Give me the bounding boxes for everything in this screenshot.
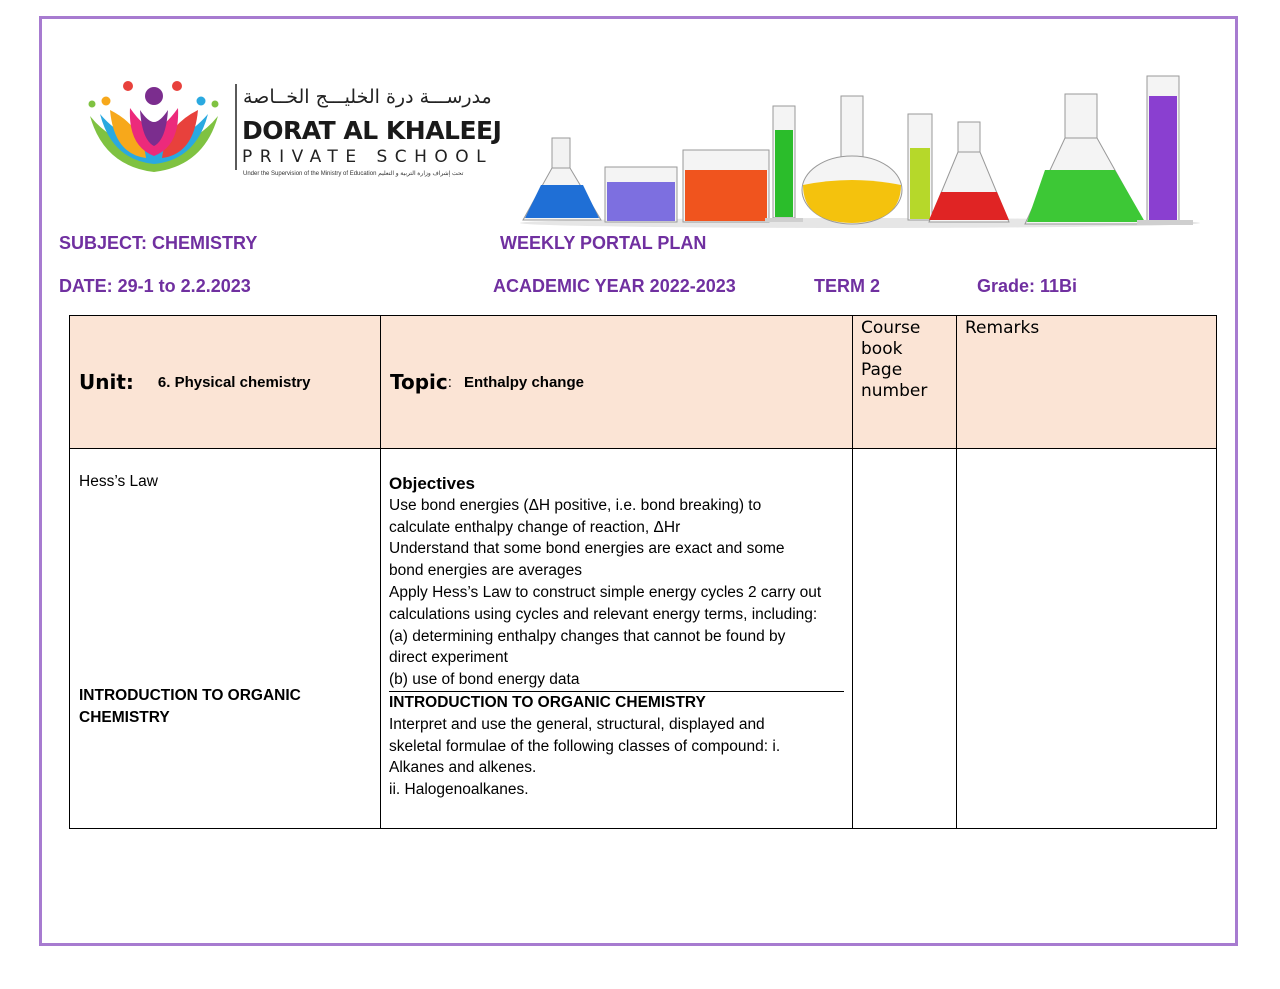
lesson-items-cell: [70, 449, 381, 829]
course-book-cell: [853, 449, 957, 829]
plan-title: WEEKLY PORTAL PLAN: [500, 233, 707, 253]
yellow-flask: [802, 96, 902, 224]
objective-line: (a) determining enthalpy changes that cannot be found by: [389, 627, 786, 645]
objectives-title: Objectives: [389, 474, 475, 493]
intro-line: skeletal formulae of the following classes of compound: i.: [389, 737, 781, 755]
school-name-arabic: مدرســـة درة الخليـــج الخــاصة: [243, 86, 492, 108]
intro-title: INTRODUCTION TO ORGANIC CHEMISTRY: [389, 693, 706, 711]
remarks-header: [957, 316, 1217, 449]
green-cylinder: [765, 106, 803, 222]
objective-line: calculate enthalpy change of reaction, ΔHr: [389, 518, 681, 536]
subject-label: SUBJECT: CHEMISTRY: [59, 233, 258, 253]
remarks-cell: [957, 449, 1217, 829]
objectives-cell: [381, 449, 853, 829]
academic-year-label: ACADEMIC YEAR 2022-2023: [493, 276, 736, 296]
intro-line: Interpret and use the general, structural, displayed and: [389, 715, 765, 733]
lab-glassware-image: [515, 70, 1205, 230]
topic-cell: [381, 316, 853, 449]
objective-line: Use bond energies (ΔH positive, i.e. bond breaking) to: [389, 496, 762, 514]
date-label: DATE: 29-1 to 2.2.2023: [59, 276, 251, 296]
objective-line: (b) use of bond energy data: [389, 669, 844, 692]
lesson-item: Hess’s Law: [79, 473, 158, 490]
course-book-line: book: [861, 339, 903, 359]
term-label: TERM 2: [814, 276, 881, 296]
table-content-row: [70, 449, 1217, 829]
course-book-header: [853, 316, 957, 449]
school-name: DORAT AL KHALEEJ: [242, 116, 502, 145]
unit-value: 6. Physical chemistry: [157, 373, 311, 391]
course-book-line: Course: [861, 318, 921, 338]
school-subtitle: PRIVATE SCHOOL: [242, 147, 494, 167]
unit-cell: [70, 316, 381, 449]
red-flask: [929, 122, 1009, 222]
blue-flask: [523, 138, 601, 220]
objective-line: bond energies are averages: [389, 562, 583, 580]
purple-cylinder: [1137, 76, 1193, 225]
logo-emblem: [89, 81, 219, 172]
topic-separator: :: [447, 373, 452, 391]
lesson-item-organic: INTRODUCTION TO ORGANIC CHEMISTRY: [79, 687, 301, 726]
topic-value: Enthalpy change: [463, 373, 584, 391]
objective-line: Understand that some bond energies are exact and some: [389, 540, 785, 558]
topic-label: Topic: [390, 370, 448, 394]
objective-line: direct experiment: [389, 649, 508, 667]
intro-line: Alkanes and alkenes.: [389, 759, 537, 777]
objective-line: calculations using cycles and relevant energy terms, including:: [389, 605, 818, 623]
table-header-row: [70, 316, 1217, 449]
remarks-label: Remarks: [965, 318, 1040, 338]
orange-beaker: [683, 150, 769, 222]
unit-label: Unit:: [79, 370, 134, 394]
course-book-line: number: [861, 381, 928, 401]
school-supervision-note: Under the Supervision of the Ministry of Education تحت إشراف وزارة التربية و التعليم: [243, 171, 464, 177]
intro-line: ii. Halogenoalkanes.: [389, 781, 529, 799]
grade-label: Grade: 11Bi: [977, 276, 1078, 296]
yellow-green-cylinder: [908, 114, 932, 220]
green-flask: [1025, 94, 1145, 224]
objective-line: Apply Hess’s Law to construct simple energy cycles 2 carry out: [389, 583, 822, 601]
course-book-line: Page: [861, 360, 903, 380]
weekly-plan-table: [69, 315, 1217, 829]
purple-beaker: [605, 167, 677, 222]
